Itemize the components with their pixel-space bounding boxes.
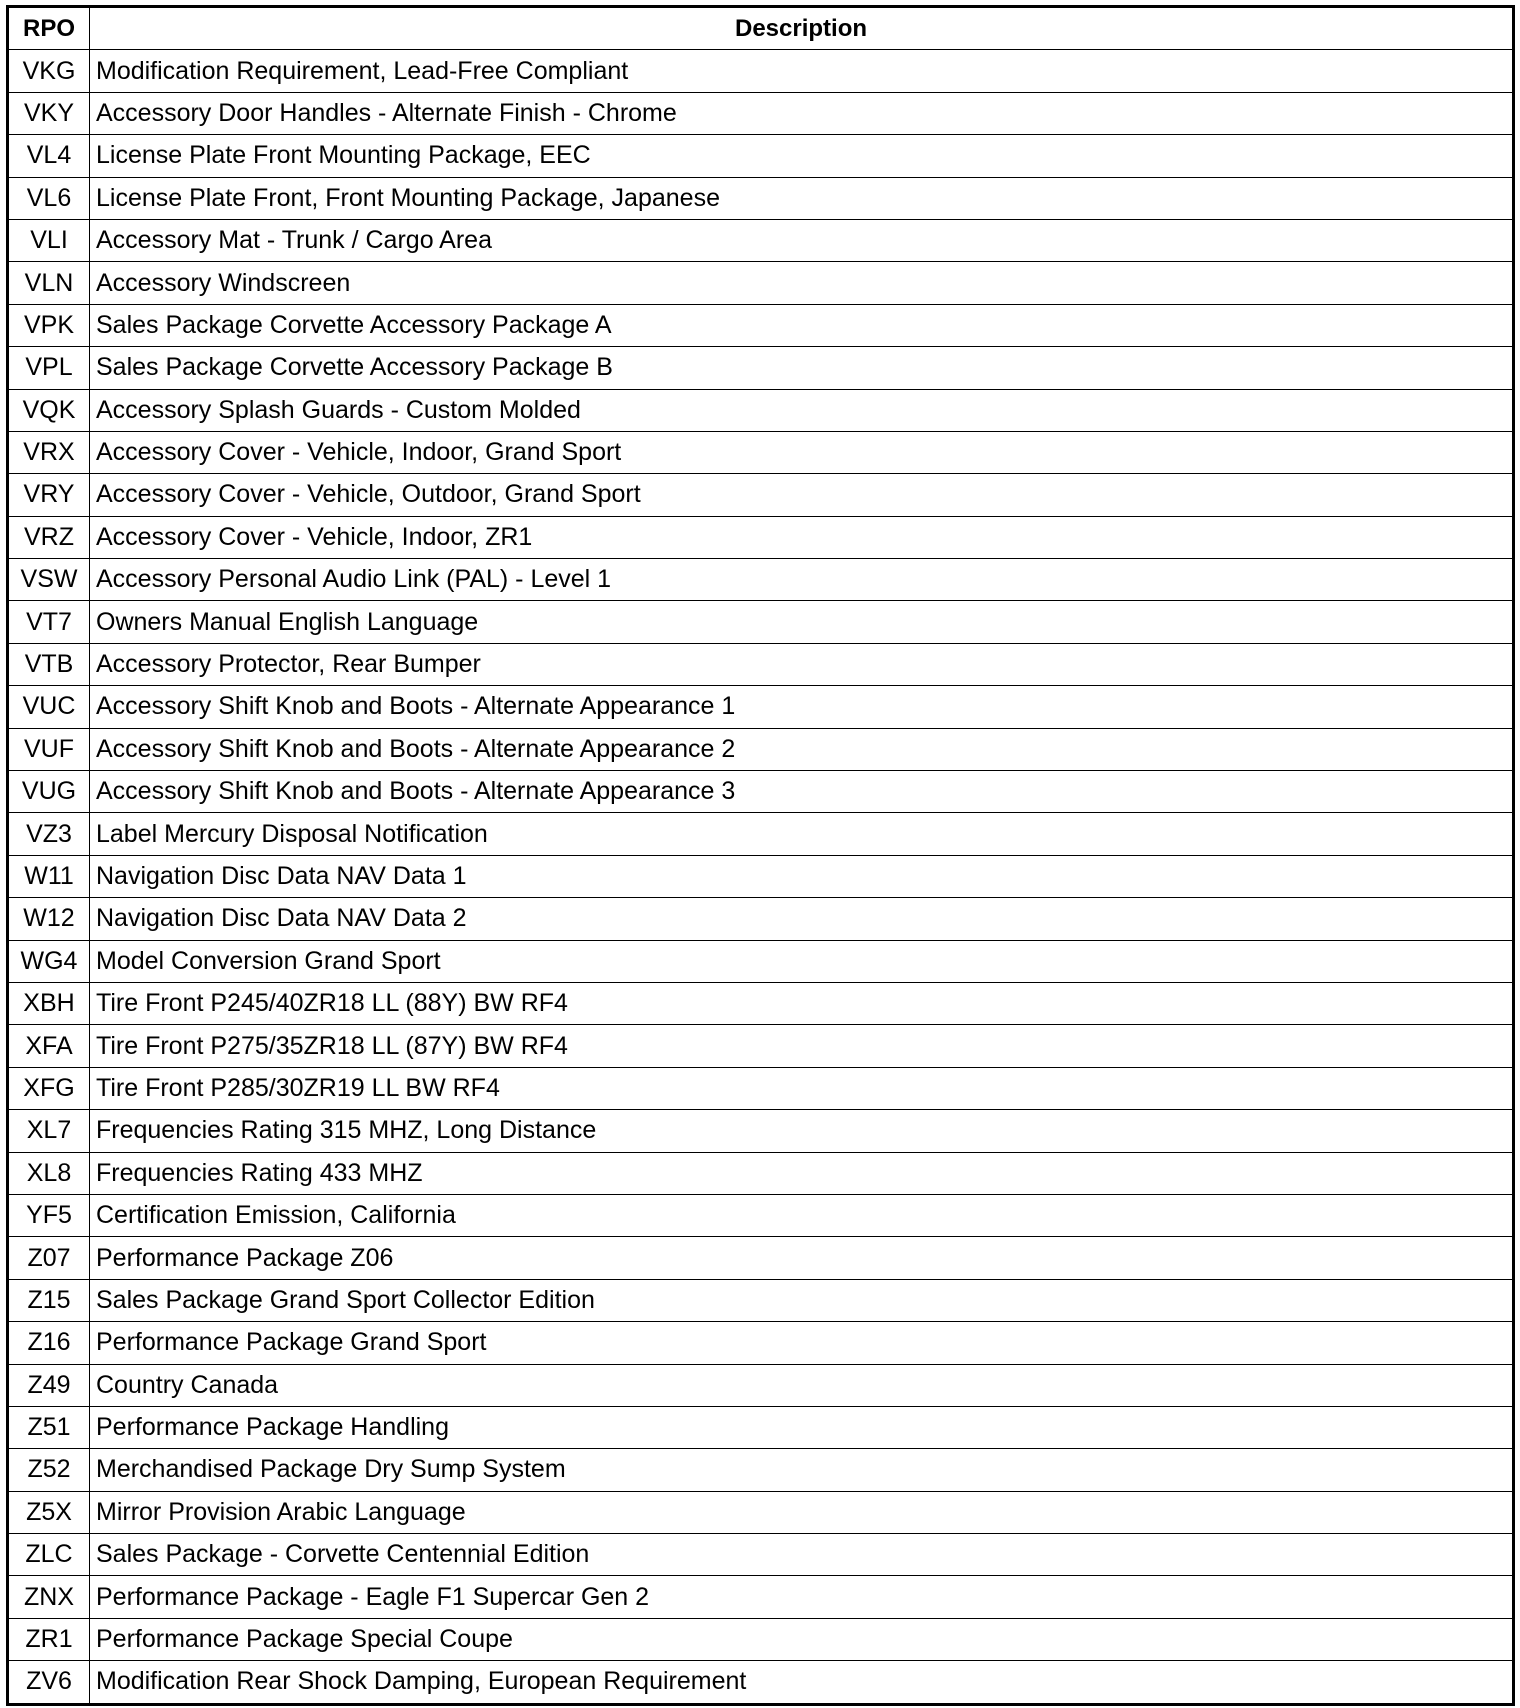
rpo-table — [6, 5, 1515, 1706]
rpo-code-cell: Z07 — [8, 1237, 90, 1279]
table-row — [8, 304, 1514, 346]
rpo-code-cell: VTB — [8, 643, 90, 685]
description-cell: Modification Rear Shock Damping, European Requirement — [90, 1661, 1514, 1704]
description-cell: Modification Requirement, Lead-Free Compliant — [90, 50, 1514, 92]
rpo-code-cell: W11 — [8, 855, 90, 897]
description-cell: Accessory Personal Audio Link (PAL) - Level 1 — [90, 559, 1514, 601]
description-cell: Tire Front P275/35ZR18 LL (87Y) BW RF4 — [90, 1025, 1514, 1067]
rpo-code-cell: VUF — [8, 728, 90, 770]
description-cell: Performance Package Grand Sport — [90, 1322, 1514, 1364]
description-cell: License Plate Front, Front Mounting Package, Japanese — [90, 177, 1514, 219]
description-cell: Performance Package Z06 — [90, 1237, 1514, 1279]
description-cell: Frequencies Rating 433 MHZ — [90, 1152, 1514, 1194]
rpo-code-cell: VKY — [8, 92, 90, 134]
description-cell: Accessory Shift Knob and Boots - Alternate Appearance 2 — [90, 728, 1514, 770]
description-cell: Frequencies Rating 315 MHZ, Long Distance — [90, 1110, 1514, 1152]
description-column-header: Description — [90, 7, 1514, 50]
description-cell: Accessory Cover - Vehicle, Indoor, Grand Sport — [90, 431, 1514, 473]
rpo-code-cell: Z15 — [8, 1279, 90, 1321]
table-row — [8, 1491, 1514, 1533]
description-cell: Performance Package - Eagle F1 Supercar Gen 2 — [90, 1576, 1514, 1618]
description-cell: Accessory Shift Knob and Boots - Alternate Appearance 3 — [90, 771, 1514, 813]
description-cell: Performance Package Special Coupe — [90, 1618, 1514, 1660]
table-row — [8, 1237, 1514, 1279]
table-row — [8, 1661, 1514, 1704]
table-row — [8, 940, 1514, 982]
table-row — [8, 135, 1514, 177]
rpo-code-cell: VZ3 — [8, 813, 90, 855]
table-header — [8, 7, 1514, 50]
rpo-code-cell: VPL — [8, 347, 90, 389]
table-row — [8, 1618, 1514, 1660]
table-row — [8, 898, 1514, 940]
rpo-code-cell: ZLC — [8, 1534, 90, 1576]
table-row — [8, 347, 1514, 389]
rpo-code-cell: ZV6 — [8, 1661, 90, 1704]
table-row — [8, 50, 1514, 92]
rpo-code-cell: VPK — [8, 304, 90, 346]
rpo-code-cell: XFA — [8, 1025, 90, 1067]
table-row — [8, 1194, 1514, 1236]
table-row — [8, 728, 1514, 770]
description-cell: Certification Emission, California — [90, 1194, 1514, 1236]
table-row — [8, 1067, 1514, 1109]
rpo-code-cell: Z5X — [8, 1491, 90, 1533]
rpo-code-cell: VRY — [8, 474, 90, 516]
table-row — [8, 1406, 1514, 1448]
description-cell: Sales Package Corvette Accessory Package A — [90, 304, 1514, 346]
table-row — [8, 1364, 1514, 1406]
rpo-code-cell: VLI — [8, 219, 90, 261]
description-cell: Tire Front P285/30ZR19 LL BW RF4 — [90, 1067, 1514, 1109]
rpo-code-cell: VL4 — [8, 135, 90, 177]
description-cell: Accessory Splash Guards - Custom Molded — [90, 389, 1514, 431]
rpo-code-cell: ZNX — [8, 1576, 90, 1618]
rpo-column-header: RPO — [8, 7, 90, 50]
rpo-code-cell: VT7 — [8, 601, 90, 643]
table-row — [8, 1152, 1514, 1194]
table-row — [8, 813, 1514, 855]
rpo-code-cell: VUG — [8, 771, 90, 813]
table-row — [8, 601, 1514, 643]
table-row — [8, 262, 1514, 304]
rpo-code-cell: VUC — [8, 686, 90, 728]
table-row — [8, 1576, 1514, 1618]
description-cell: License Plate Front Mounting Package, EEC — [90, 135, 1514, 177]
rpo-code-cell: YF5 — [8, 1194, 90, 1236]
description-cell: Accessory Door Handles - Alternate Finish - Chrome — [90, 92, 1514, 134]
description-cell: Tire Front P245/40ZR18 LL (88Y) BW RF4 — [90, 982, 1514, 1024]
description-cell: Mirror Provision Arabic Language — [90, 1491, 1514, 1533]
description-cell: Model Conversion Grand Sport — [90, 940, 1514, 982]
description-cell: Accessory Cover - Vehicle, Outdoor, Grand Sport — [90, 474, 1514, 516]
table-row — [8, 1025, 1514, 1067]
description-cell: Accessory Shift Knob and Boots - Alternate Appearance 1 — [90, 686, 1514, 728]
description-cell: Sales Package Corvette Accessory Package B — [90, 347, 1514, 389]
rpo-code-cell: WG4 — [8, 940, 90, 982]
table-row — [8, 219, 1514, 261]
description-cell: Navigation Disc Data NAV Data 1 — [90, 855, 1514, 897]
description-cell: Sales Package - Corvette Centennial Edition — [90, 1534, 1514, 1576]
table-body — [8, 50, 1514, 1704]
rpo-code-cell: XFG — [8, 1067, 90, 1109]
description-cell: Accessory Protector, Rear Bumper — [90, 643, 1514, 685]
table-row — [8, 516, 1514, 558]
table-row — [8, 1322, 1514, 1364]
table-row — [8, 771, 1514, 813]
table-row — [8, 643, 1514, 685]
rpo-code-cell: Z52 — [8, 1449, 90, 1491]
rpo-code-cell: XBH — [8, 982, 90, 1024]
rpo-code-cell: XL8 — [8, 1152, 90, 1194]
rpo-code-cell: Z49 — [8, 1364, 90, 1406]
table-row — [8, 855, 1514, 897]
rpo-code-cell: VQK — [8, 389, 90, 431]
rpo-code-cell: ZR1 — [8, 1618, 90, 1660]
header-row — [8, 7, 1514, 50]
table-row — [8, 177, 1514, 219]
description-cell: Country Canada — [90, 1364, 1514, 1406]
table-row — [8, 1279, 1514, 1321]
rpo-code-cell: Z51 — [8, 1406, 90, 1448]
table-row — [8, 474, 1514, 516]
rpo-code-cell: Z16 — [8, 1322, 90, 1364]
description-cell: Accessory Mat - Trunk / Cargo Area — [90, 219, 1514, 261]
description-cell: Navigation Disc Data NAV Data 2 — [90, 898, 1514, 940]
rpo-code-cell: VRX — [8, 431, 90, 473]
rpo-code-cell: VLN — [8, 262, 90, 304]
description-cell: Performance Package Handling — [90, 1406, 1514, 1448]
rpo-code-cell: W12 — [8, 898, 90, 940]
table-row — [8, 431, 1514, 473]
description-cell: Label Mercury Disposal Notification — [90, 813, 1514, 855]
table-row — [8, 982, 1514, 1024]
table-row — [8, 389, 1514, 431]
table-row — [8, 559, 1514, 601]
table-row — [8, 1110, 1514, 1152]
rpo-code-cell: XL7 — [8, 1110, 90, 1152]
description-cell: Merchandised Package Dry Sump System — [90, 1449, 1514, 1491]
table-row — [8, 1449, 1514, 1491]
description-cell: Accessory Windscreen — [90, 262, 1514, 304]
rpo-code-cell: VRZ — [8, 516, 90, 558]
description-cell: Accessory Cover - Vehicle, Indoor, ZR1 — [90, 516, 1514, 558]
rpo-code-cell: VSW — [8, 559, 90, 601]
rpo-code-cell: VL6 — [8, 177, 90, 219]
rpo-code-cell: VKG — [8, 50, 90, 92]
table-row — [8, 1534, 1514, 1576]
table-row — [8, 686, 1514, 728]
table-row — [8, 92, 1514, 134]
description-cell: Sales Package Grand Sport Collector Edition — [90, 1279, 1514, 1321]
description-cell: Owners Manual English Language — [90, 601, 1514, 643]
